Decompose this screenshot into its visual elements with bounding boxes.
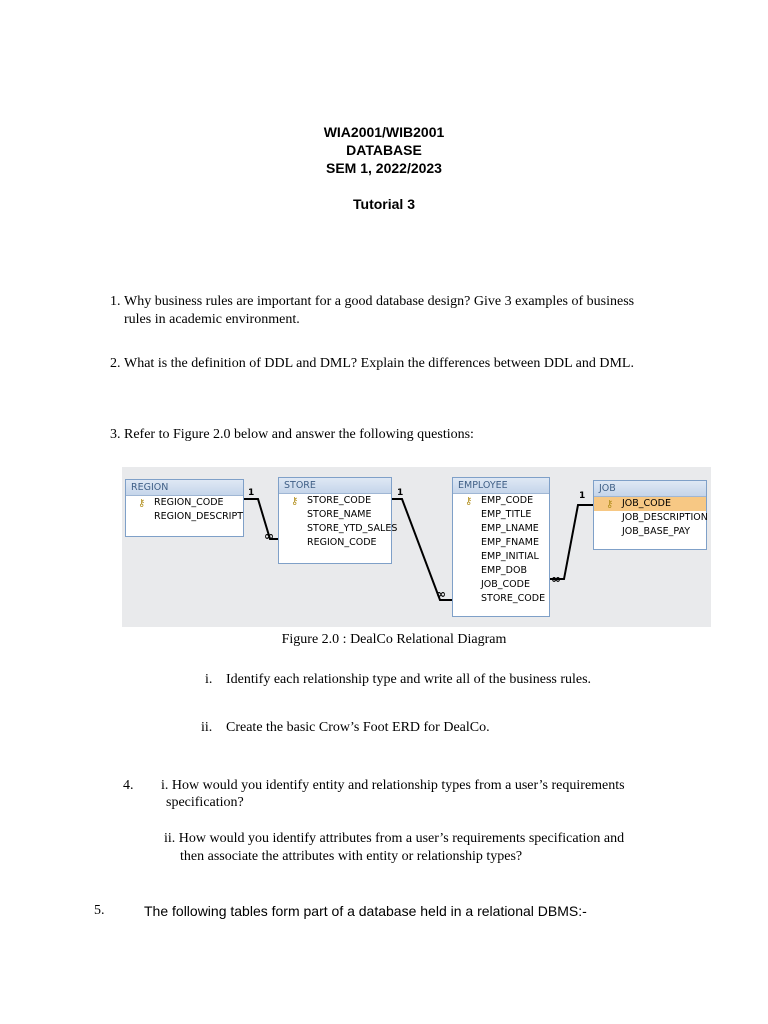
question-4	[123, 777, 683, 867]
field-label: EMP_TITLE	[481, 509, 532, 520]
table-job[interactable]	[593, 480, 707, 550]
question-4-i-line2: specification?	[166, 795, 244, 810]
field-region-code[interactable]	[126, 496, 243, 510]
question-3-i	[201, 671, 701, 689]
field-job-base-pay[interactable]	[594, 525, 706, 539]
field-label: STORE_CODE	[481, 593, 546, 604]
field-emp-code[interactable]	[453, 494, 549, 508]
question-3-text: Refer to Figure 2.0 below and answer the following questions:	[124, 427, 474, 442]
question-2	[110, 355, 710, 373]
cardinality-many-employee-job: ∞	[551, 572, 561, 586]
question-5-text: The following tables form part of a database held in a relational DBMS:-	[144, 903, 587, 919]
figure-caption: Figure 2.0 : DealCo Relational Diagram	[281, 632, 507, 647]
field-emp-fname[interactable]	[453, 536, 549, 550]
question-1-number: 1.	[110, 294, 121, 309]
question-4-ii-line1: ii. How would you identify attributes from a user’s requirements specification and	[164, 831, 625, 846]
table-employee[interactable]	[452, 477, 550, 617]
field-label: EMP_FNAME	[481, 537, 539, 548]
table-region-title: REGION	[126, 480, 243, 496]
question-4-number: 4.	[123, 778, 134, 793]
field-label: JOB_BASE_PAY	[622, 526, 691, 537]
question-3	[110, 426, 710, 444]
question-1-line2: rules in academic environment.	[124, 312, 300, 327]
field-label: EMP_LNAME	[481, 523, 539, 534]
primary-key-icon: ⚷	[138, 498, 146, 509]
field-job-description[interactable]	[594, 511, 706, 525]
question-3-ii	[201, 719, 701, 737]
field-emp-initial[interactable]	[453, 550, 549, 564]
field-label: REGION_CODE	[154, 497, 224, 508]
field-emp-lname[interactable]	[453, 522, 549, 536]
subject-title: DATABASE	[346, 142, 422, 158]
cardinality-one-store: 1	[397, 488, 404, 498]
question-5-number: 5.	[94, 903, 105, 918]
primary-key-icon: ⚷	[465, 496, 473, 507]
cardinality-one-job: 1	[579, 491, 586, 501]
relational-diagram	[122, 467, 711, 627]
question-3-i-text: Identify each relationship type and write all of the business rules.	[226, 672, 592, 687]
field-label: REGION_CODE	[307, 537, 377, 548]
field-store-code[interactable]	[279, 494, 391, 508]
question-1	[110, 293, 710, 329]
table-store-title: STORE	[279, 478, 391, 494]
field-label: EMP_CODE	[481, 495, 534, 506]
field-region-descript[interactable]	[126, 510, 243, 524]
primary-key-icon: ⚷	[291, 496, 299, 507]
cardinality-many-employee: ∞	[436, 587, 446, 601]
field-label: JOB_CODE	[622, 498, 671, 509]
field-label: REGION_DESCRIPT	[154, 511, 244, 522]
field-emp-job-code[interactable]	[453, 578, 549, 592]
link-employee-job	[550, 505, 593, 579]
tutorial-title: Tutorial 3	[353, 196, 415, 212]
field-label: EMP_DOB	[481, 565, 527, 576]
table-employee-title: EMPLOYEE	[453, 478, 549, 494]
field-store-name[interactable]	[279, 508, 391, 522]
question-3-ii-text: Create the basic Crow’s Foot ERD for DealCo.	[226, 720, 490, 735]
table-job-title: JOB	[594, 481, 706, 497]
field-store-ytd-sales[interactable]	[279, 522, 398, 536]
question-4-ii-line2: then associate the attributes with entity or relationship types?	[180, 849, 523, 864]
table-store[interactable]	[278, 477, 398, 564]
question-2-text: What is the definition of DDL and DML? Explain the differences between DDL and DML.	[124, 356, 634, 371]
course-code: WIA2001/WIB2001	[323, 124, 445, 140]
question-2-number: 2.	[110, 356, 121, 371]
field-label: JOB_CODE	[481, 579, 530, 590]
question-3-ii-number: ii.	[201, 720, 213, 735]
link-store-employee	[392, 499, 452, 600]
field-label: JOB_DESCRIPTION	[622, 512, 708, 523]
field-job-code[interactable]	[594, 497, 706, 511]
cardinality-one-region: 1	[248, 488, 255, 498]
field-label: STORE_CODE	[307, 495, 372, 506]
question-3-number: 3.	[110, 427, 121, 442]
field-store-region-code[interactable]	[279, 536, 391, 550]
field-label: STORE_YTD_SALES	[307, 523, 398, 534]
field-emp-dob[interactable]	[453, 564, 549, 578]
question-1-line1: Why business rules are important for a good database design? Give 3 examples of business	[124, 294, 635, 309]
question-4-i-line1: i. How would you identify entity and relationship types from a user’s requirements	[161, 778, 625, 793]
field-emp-store-code[interactable]	[453, 592, 549, 606]
table-region[interactable]	[125, 479, 244, 537]
field-label: STORE_NAME	[307, 509, 372, 520]
cardinality-many-store: ∞	[264, 529, 274, 543]
field-label: EMP_INITIAL	[481, 551, 539, 562]
primary-key-icon: ⚷	[606, 499, 614, 510]
semester: SEM 1, 2022/2023	[326, 160, 442, 176]
field-emp-title[interactable]	[453, 508, 549, 522]
question-3-i-number: i.	[205, 672, 213, 687]
